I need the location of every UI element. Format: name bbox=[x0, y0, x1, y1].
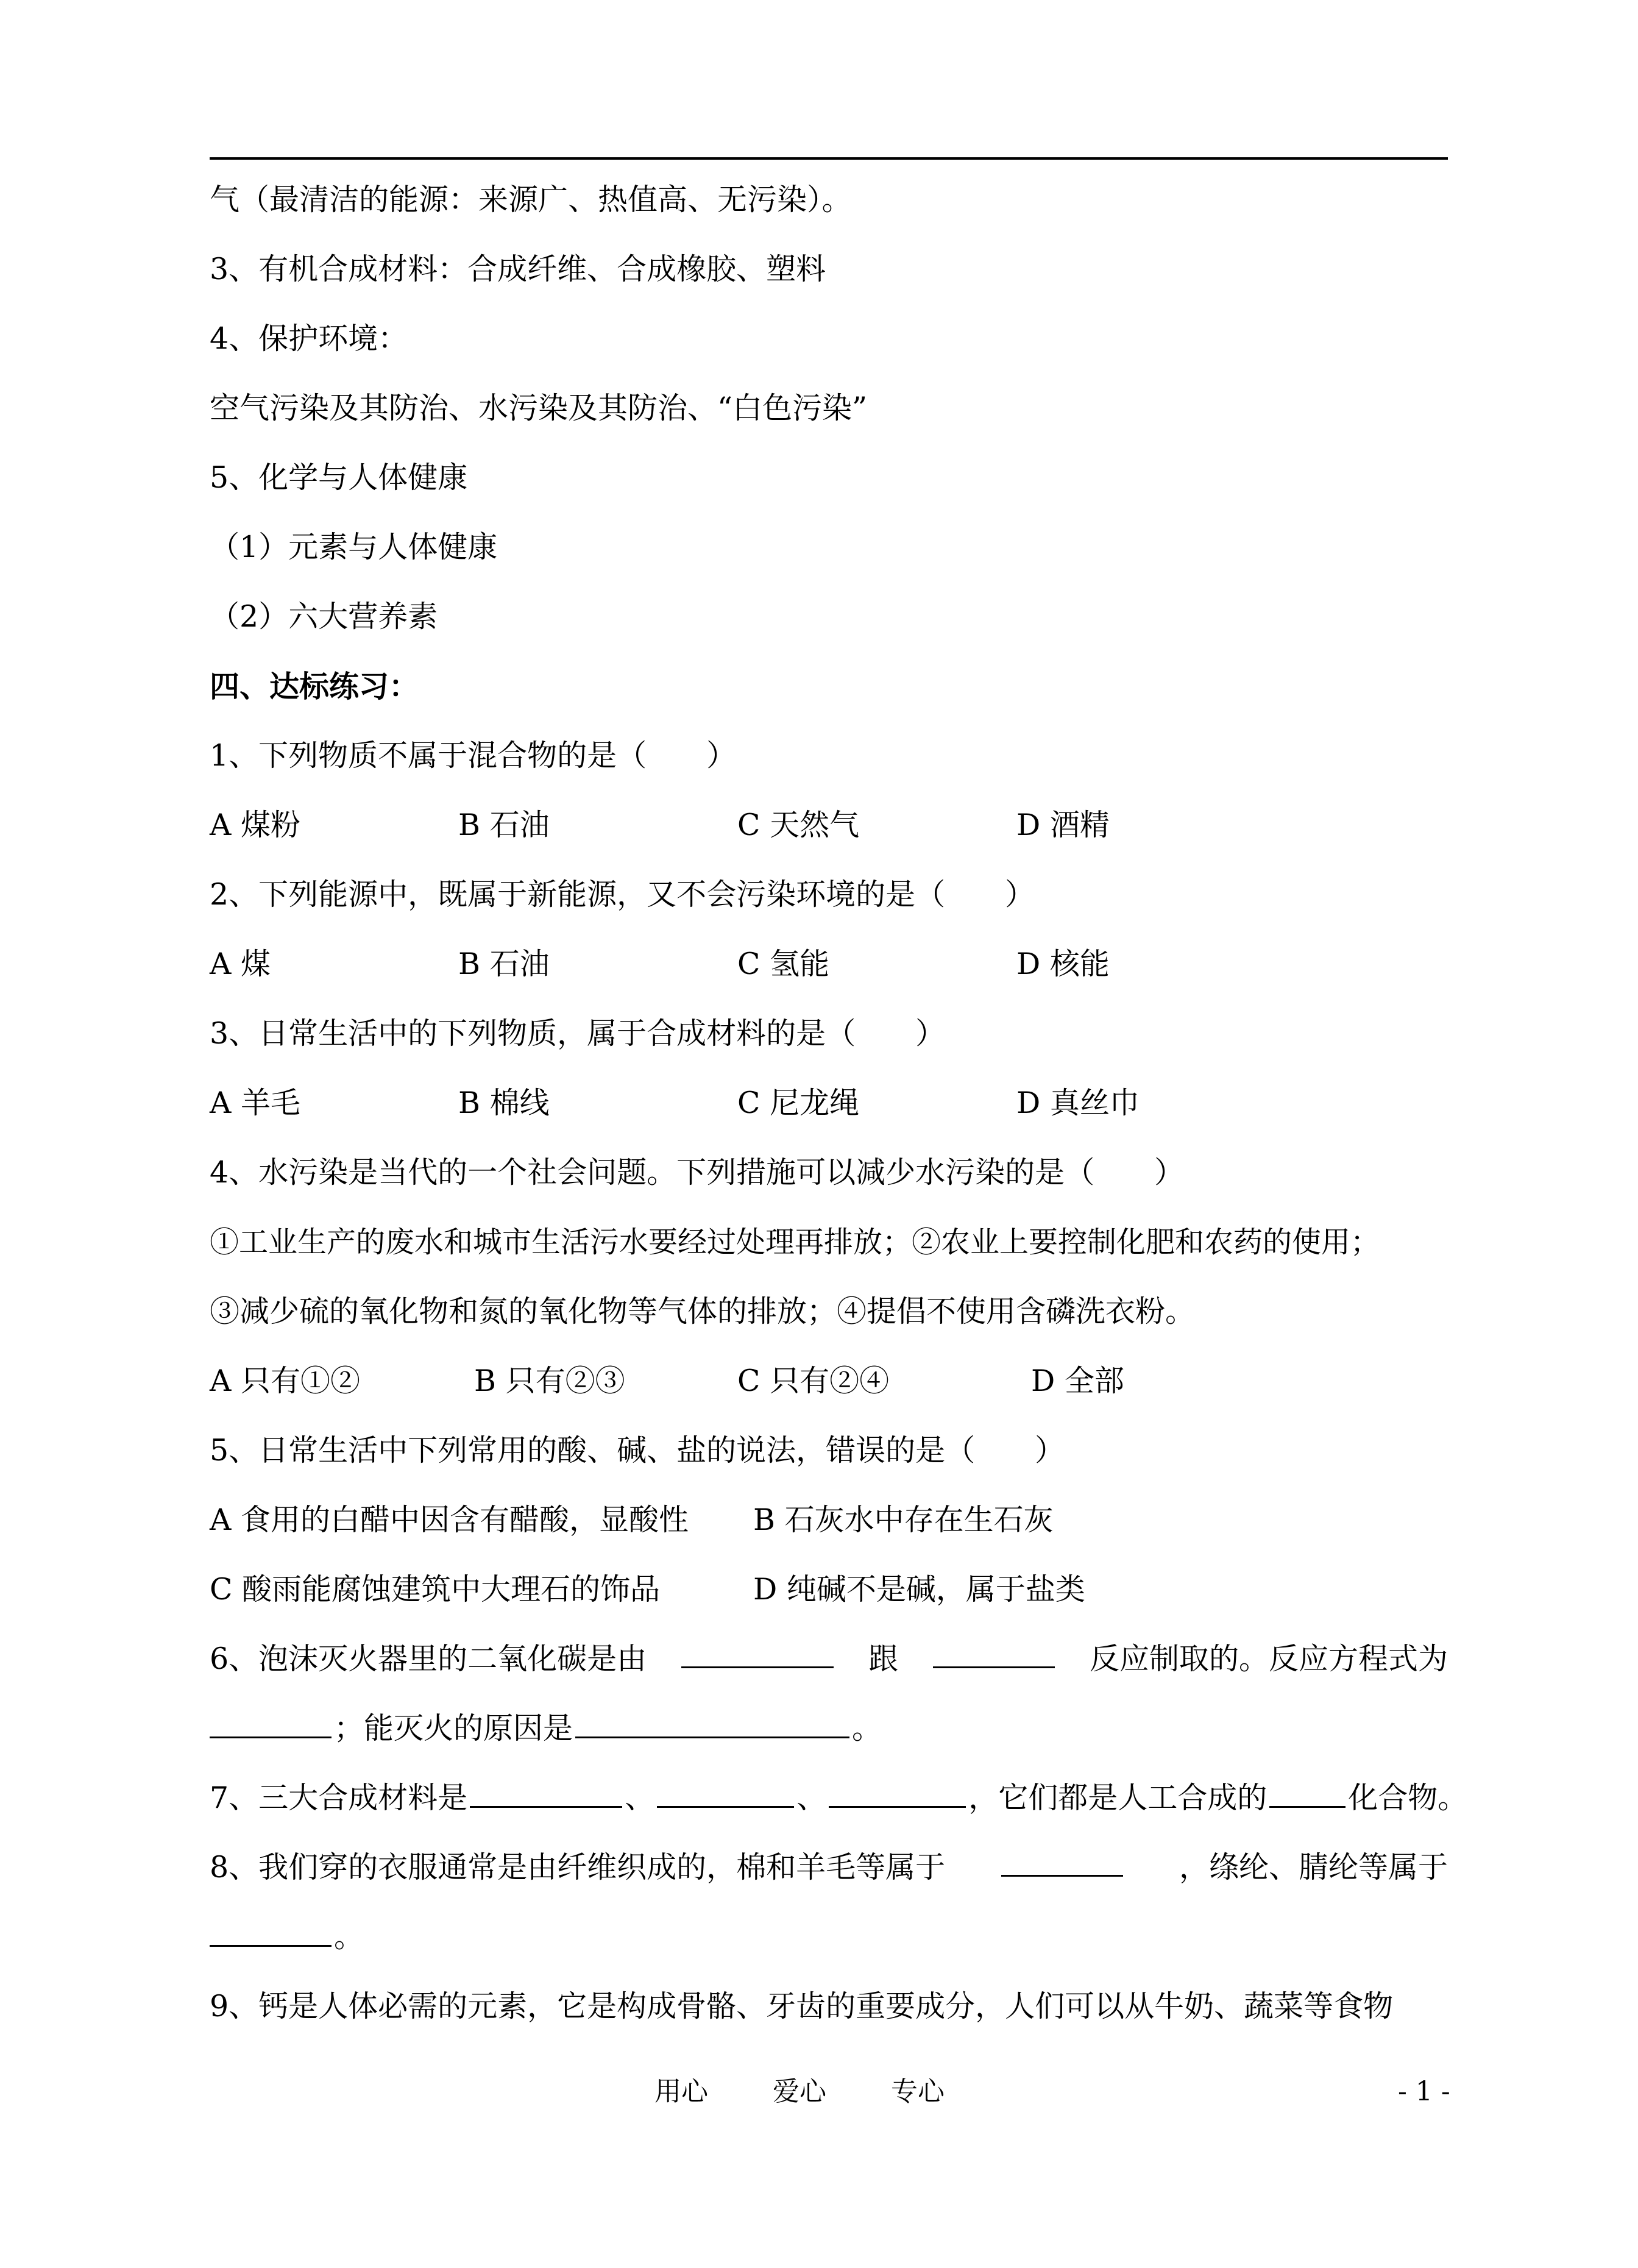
question-fill-line bbox=[210, 1780, 1467, 1816]
option-a: A 羊毛 bbox=[210, 1086, 300, 1120]
option-d: D 酒精 bbox=[1016, 808, 1110, 842]
option-c: C 只有②④ bbox=[737, 1363, 890, 1398]
option-d: D 全部 bbox=[1031, 1363, 1124, 1398]
question-stem: 1、下列物质不属于混合物的是（ ） bbox=[210, 738, 737, 773]
question-stem: 3、日常生活中的下列物质，属于合成材料的是（ ） bbox=[210, 1016, 946, 1051]
question-stem: 9、钙是人体必需的元素，它是构成骨骼、牙齿的重要成分，人们可以从牛奶、蔬菜等食物 bbox=[210, 1989, 1394, 2024]
option-b: B 只有②③ bbox=[474, 1363, 625, 1398]
option-d: D 真丝巾 bbox=[1016, 1086, 1140, 1120]
question-statement: ①工业生产的废水和城市生活污水要经过处理再排放；②农业上要控制化肥和农药的使用； bbox=[210, 1225, 1380, 1259]
answer-blank[interactable] bbox=[1001, 1849, 1123, 1877]
text-line: 3、有机合成材料：合成纤维、合成橡胶、塑料 bbox=[210, 252, 826, 286]
question-text: 反应制取的。反应方程式为 bbox=[1089, 1641, 1448, 1676]
text-line: （2）六大营养素 bbox=[210, 599, 438, 634]
header-rule bbox=[210, 157, 1448, 160]
answer-blank[interactable] bbox=[470, 1780, 622, 1808]
answer-blank[interactable] bbox=[657, 1780, 794, 1808]
question-text: 跟 bbox=[868, 1641, 899, 1676]
option-b: B 石灰水中存在生石灰 bbox=[753, 1502, 1054, 1537]
footer-motto: 爱心 bbox=[773, 2076, 826, 2107]
option-c: C 天然气 bbox=[737, 808, 860, 842]
option-c: C 酸雨能腐蚀建筑中大理石的饰品 bbox=[210, 1572, 661, 1607]
text-line: （1）元素与人体健康 bbox=[210, 530, 498, 564]
option-b: B 石油 bbox=[458, 947, 550, 981]
question-text: ；能灭火的原因是 bbox=[334, 1711, 573, 1746]
answer-blank[interactable] bbox=[933, 1641, 1055, 1668]
question-fill-line bbox=[210, 1919, 364, 1955]
text-line: 空气污染及其防治、水污染及其防治、“白色污染” bbox=[210, 391, 868, 425]
question-stem: 2、下列能源中，既属于新能源，又不会污染环境的是（ ） bbox=[210, 877, 1035, 912]
question-stem: 4、水污染是当代的一个社会问题。下列措施可以减少水污染的是（ ） bbox=[210, 1155, 1185, 1190]
question-text: 。 bbox=[334, 1919, 364, 1954]
question-text: 化合物。 bbox=[1348, 1780, 1468, 1815]
option-b: B 棉线 bbox=[458, 1086, 550, 1120]
footer-motto: 专心 bbox=[891, 2076, 945, 2107]
option-c: C 氢能 bbox=[737, 947, 830, 981]
answer-blank[interactable] bbox=[829, 1780, 966, 1808]
page-number: - 1 - bbox=[1398, 2076, 1450, 2107]
question-fill-line bbox=[210, 1849, 1448, 1886]
question-text: 、 bbox=[625, 1780, 655, 1815]
answer-blank[interactable] bbox=[210, 1711, 332, 1738]
question-text: 8、我们穿的衣服通常是由纤维织成的，棉和羊毛等属于 bbox=[210, 1850, 946, 1885]
question-stem: 5、日常生活中下列常用的酸、碱、盐的说法，错误的是（ ） bbox=[210, 1433, 1065, 1468]
question-fill-line bbox=[210, 1641, 1448, 1677]
question-statement: ③减少硫的氧化物和氮的氧化物等气体的排放；④提倡不使用含磷洗衣粉。 bbox=[210, 1294, 1196, 1329]
option-d: D 纯碱不是碱，属于盐类 bbox=[753, 1572, 1085, 1607]
text-line: 气（最清洁的能源：来源广、热值高、无污染）。 bbox=[210, 182, 852, 217]
question-text: ，绦纶、腈纶等属于 bbox=[1179, 1850, 1448, 1885]
option-a: A 食用的白醋中因含有醋酸，显酸性 bbox=[210, 1502, 689, 1537]
answer-blank[interactable] bbox=[210, 1919, 332, 1947]
answer-blank[interactable] bbox=[681, 1641, 834, 1668]
question-text: 6、泡沫灭火器里的二氧化碳是由 bbox=[210, 1641, 647, 1676]
question-fill-line bbox=[210, 1710, 882, 1747]
option-b: B 石油 bbox=[458, 808, 550, 842]
option-a: A 煤粉 bbox=[210, 808, 300, 842]
option-a: A 煤 bbox=[210, 947, 271, 981]
option-a: A 只有①② bbox=[210, 1363, 360, 1398]
option-d: D 核能 bbox=[1016, 947, 1110, 981]
question-text: 7、三大合成材料是 bbox=[210, 1780, 468, 1815]
footer-motto: 用心 bbox=[654, 2076, 708, 2107]
question-text: 。 bbox=[852, 1711, 882, 1746]
section-heading: 四、达标练习： bbox=[210, 669, 419, 704]
question-text: 、 bbox=[796, 1780, 827, 1815]
answer-blank[interactable] bbox=[1269, 1780, 1346, 1808]
text-line: 4、保护环境： bbox=[210, 321, 408, 356]
answer-blank[interactable] bbox=[575, 1711, 849, 1738]
option-c: C 尼龙绳 bbox=[737, 1086, 860, 1120]
question-text: ，它们都是人工合成的 bbox=[968, 1780, 1268, 1815]
text-line: 5、化学与人体健康 bbox=[210, 460, 468, 495]
